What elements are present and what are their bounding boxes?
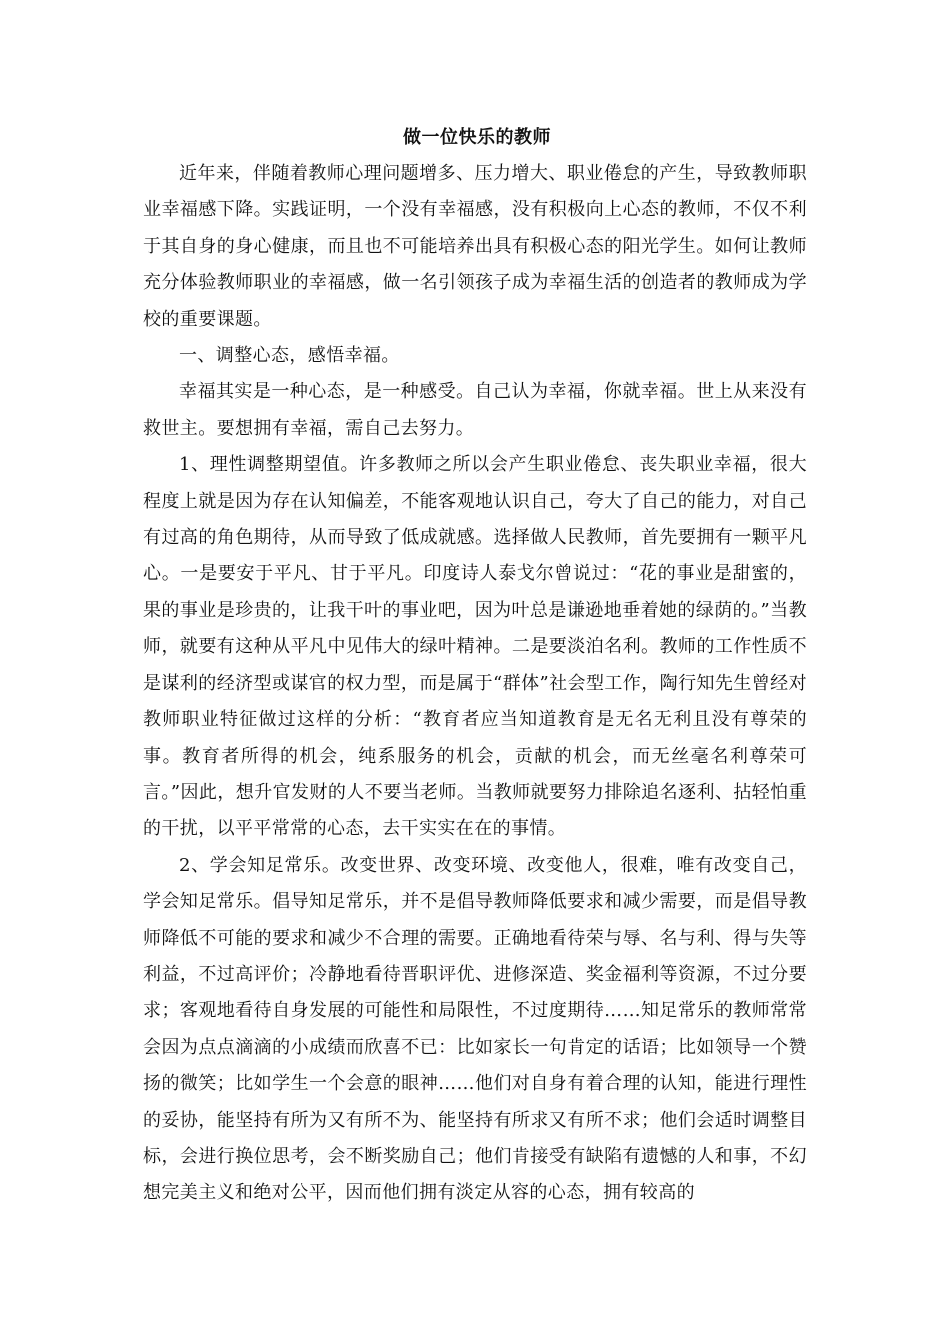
body-paragraph: 1、理性调整期望值。许多教师之所以会产生职业倦怠、丧失职业幸福，很大程度上就是因为存在认知偏差，不能客观地认识自己，夸大了自己的能力，对自己有过高的角色期待，从而导致了低成就感。选择做人民教师，首先要拥有一颗平凡心。一是要安于平凡、甘于平凡。印度诗人泰戈尔曾说过：“花的事业是甜蜜的，果的事业是珍贵的，让我干叶的事业吧，因为叶总是谦逊地垂着她的绿荫的。”当教师，就要有这种从平凡中见伟大的绿叶精神。二是要淡泊名利。教师的工作性质不是谋利的经济型或谋官的权力型，而是属于“群体”社会型工作，陶行知先生曾经对教师职业特征做过这样的分析：“教育者应当知道教育是无名无利且没有尊荣的事。教育者所得的机会，纯系服务的机会，贡献的机会，而无丝毫名利尊荣可言。”因此，想升官发财的人不要当老师。当教师就要努力排除追名逐利、拈轻怕重的干扰，以平平常常的心态，去干实实在在的事情。 <box>143 454 807 840</box>
section-heading-1: 一、调整心态，感悟幸福。 <box>179 345 400 367</box>
document-body <box>143 120 807 1212</box>
intro-paragraph: 近年来，伴随着教师心理问题增多、压力增大、职业倦怠的产生，导致教师职业幸福感下降。实践证明，一个没有幸福感，没有积极向上心态的教师，不仅不利于其自身的身心健康，而且也不可能培养出具有积极心态的阳光学生。如何让教师充分体验教师职业的幸福感，做一名引领孩子成为幸福生活的创造者的教师成为学校的重要课题。 <box>143 163 807 330</box>
document-title: 做一位快乐的教师 <box>403 127 551 148</box>
body-paragraph: 2、学会知足常乐。改变世界、改变环境、改变他人，很难，唯有改变自己，学会知足常乐。倡导知足常乐，并不是倡导教师降低要求和减少需要，而是倡导教师降低不可能的要求和减少不合理的需要。正确地看待荣与辱、名与利、得与失等利益，不过高评价；冷静地看待晋职评优、进修深造、奖金福利等资源，不过分要求；客观地看待自身发展的可能性和局限性，不过度期待……知足常乐的教师常常会因为点点滴滴的小成绩而欣喜不已：比如家长一句肯定的话语；比如领导一个赞扬的微笑；比如学生一个会意的眼神……他们对自身有着合理的认知，能进行理性的妥协，能坚持有所为又有所不为、能坚持有所求又有所不求；他们会适时调整目标，会进行换位思考，会不断奖励自己；他们肯接受有缺陷有遗憾的人和事，不幻想完美主义和绝对公平，因而他们拥有淡定从容的心态，拥有较高的 <box>143 854 807 1204</box>
body-paragraph: 幸福其实是一种心态，是一种感受。自己认为幸福，你就幸福。世上从来没有救世主。要想拥有幸福，需自己去努力。 <box>143 381 807 439</box>
